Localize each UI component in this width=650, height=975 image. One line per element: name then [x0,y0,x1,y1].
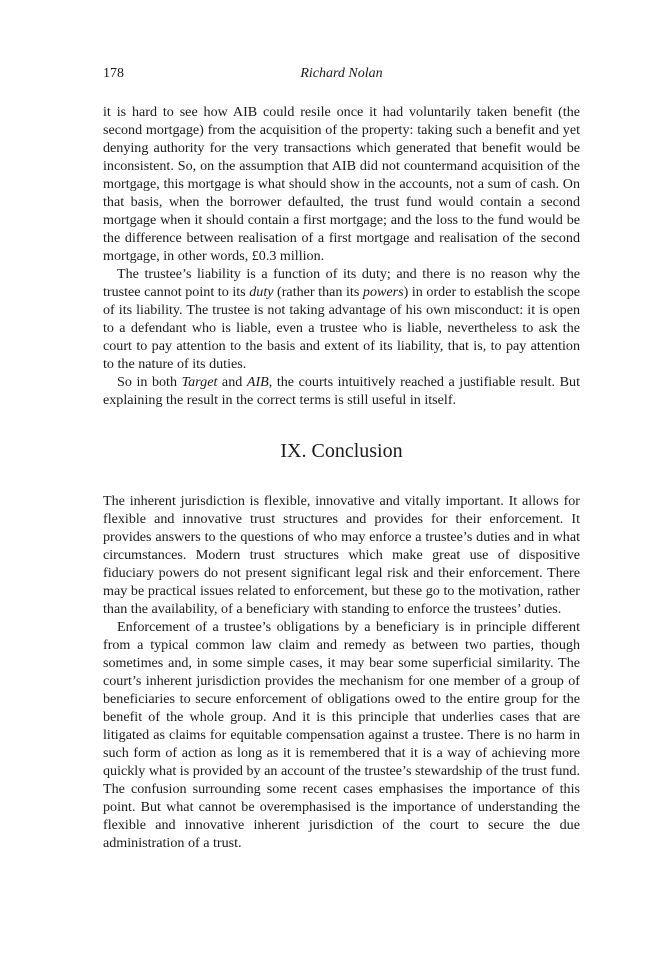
text-run: and [217,374,247,390]
text-run: , the courts intuitively reached a justifiable result. But explaining the result in the correct terms is still useful in itself. [103,374,580,408]
body-text-top [103,103,580,409]
italic-case-aib: AIB [246,374,269,390]
italic-case-target: Target [181,374,218,390]
paragraph-target-aib [103,373,580,409]
section-heading-conclusion: IX. Conclusion [280,440,403,462]
italic-term-duty: duty [249,284,274,300]
text-run: ) in order to establish the scope of its liability. The trustee is not taking advantage of his own misconduct: it is open to a defendant who is liable, even a trustee who is liable, nevertheless to ask the court to pay attention to the basis and extent of its liability, that is, to pay attention to the nature of its duties. [103,284,580,372]
text-run: The trustee’s liability is a function of its duty; and there is no reason why the trustee cannot point to its [103,266,580,300]
text-run: So in both [117,374,182,390]
body-text-conclusion [103,492,580,852]
paragraph-conclusion-2: Enforcement of a trustee’s obligations by a beneficiary is in principle different from a typical common law claim and remedy as between two parties, though sometimes and, in some simple cases, it may bear some superficial similarity. The court’s inherent jurisdiction provides the mechanism for one member of a group of beneficiaries to secure enforcement of obligations owed to the entire group for the benefit of the whole group. And it is this principle that underlies cases that are litigated as claims for equitable compensation against a trustee. There is no harm in such form of action as long as it is remembered that it is a way of achieving more quickly what is provided by an account of the trustee’s stewardship of the trust fund. The confusion surrounding some recent cases emphasises the importance of this point. But what cannot be overemphasised is the importance of understanding the flexible and innovative inherent jurisdiction of the court to secure the due administration of a trust. [103,619,580,851]
paragraph-trustee-liability [103,265,580,373]
paragraph-conclusion-1: The inherent jurisdiction is flexible, innovative and vitally important. It allows for flexible and innovative trust structures and provides for their enforcement. It provides answers to the questions of who may enforce a trustee’s duties and in what circumstances. Modern trust structures which make great use of dispositive fiduciary powers do not present significant legal risk and their enforcement. There may be practical issues related to enforcement, but these go to the motivation, rather than the availability, of a beneficiary with standing to enforce the trustees’ duties. [103,493,580,617]
text-run: (rather than its [273,284,363,300]
running-head-author: Richard Nolan [300,66,383,81]
italic-term-powers: powers [362,284,404,300]
paragraph-continuation: it is hard to see how AIB could resile once it had voluntarily taken benefit (the second mortgage) from the acquisition of the property: taking such a benefit and yet denying authority for the very transactions which generated that benefit would be inconsistent. So, on the assumption that AIB did not countermand acquisition of the mortgage, this mortgage is what should show in the accounts, not a sum of cash. On that basis, when the borrower defaulted, the trust fund would contain a second mortgage when it should contain a first mortgage; and the loss to the fund would be the difference between realisation of a first mortgage and realisation of the second mortgage, in other words, £0.3 million. [103,104,580,264]
page-header [103,66,580,86]
page-number: 178 [103,66,124,81]
